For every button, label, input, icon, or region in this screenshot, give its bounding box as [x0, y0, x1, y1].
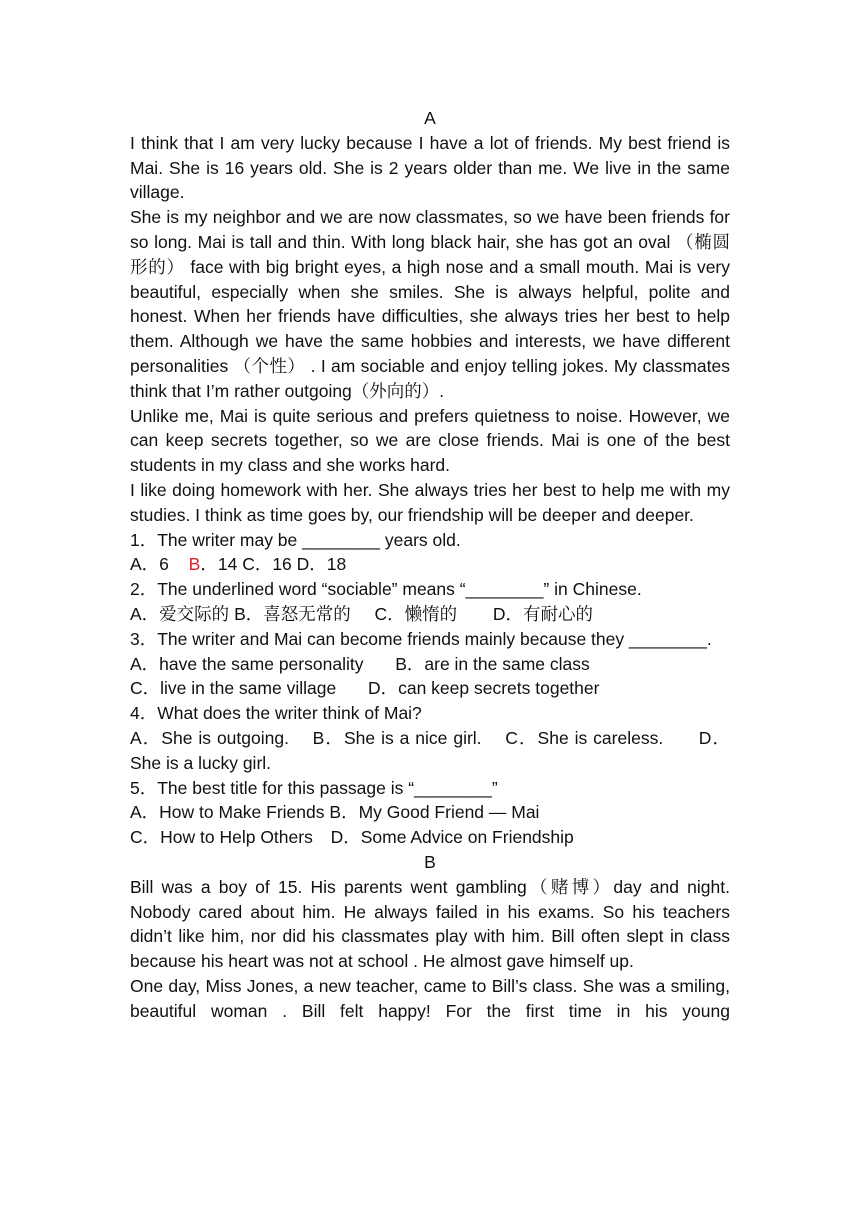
- q3-option-a: A．have the same personality: [130, 653, 364, 674]
- question-3-options-row-2: [130, 676, 730, 701]
- passage-a-paragraph-2: She is my neighbor and we are now classmates, so we have been friends for so long. Mai is tall and thin. With long black hair, she has got an oval （椭圆形的） face with big bright eyes, a high nose and a small mouth. Mai is very beautiful, especially when she smiles. She is always helpful, polite and honest. When her friends have difficulties, she always tries her best to help them. Although we have the same hobbies and interests, we have different personalities （个性） . I am sociable and enjoy telling jokes. My classmates think that I’m rather outgoing（外向的）.: [130, 207, 730, 401]
- q2-option-b: B．喜怒无常的: [234, 603, 351, 624]
- q2-option-a: A．爱交际的: [130, 603, 230, 624]
- question-5-options-row-1: [130, 800, 730, 825]
- q1-option-a: A．6: [130, 554, 169, 575]
- passage-a-paragraph-1: I think that I am very lucky because I have a lot of friends. My best friend is Mai. She is 16 years old. She is 2 years older than me. We live in the same village.: [130, 132, 730, 203]
- passage-a-paragraph-3: Unlike me, Mai is quite serious and prefers quietness to noise. However, we can keep secrets together, so we are close friends. Mai is one of the best students in my class and she works hard.: [130, 405, 730, 476]
- document-page: [130, 106, 730, 1023]
- question-2: 2．The underlined word “sociable” means “________” in Chinese.: [130, 579, 642, 600]
- passage-b-paragraph-1: Bill was a boy of 15. His parents went gambling（赌博）day and night. Nobody cared about him. He always failed in his exams. So his teachers didn’t like him, nor did his classmates play with him. Bill often slept in class because his heart was not at school . He almost gave himself up.: [130, 876, 730, 972]
- question-1-options: [130, 552, 730, 577]
- q1-option-d: D．18: [296, 554, 347, 575]
- q5-option-b: B．My Good Friend — Mai: [329, 802, 540, 823]
- q5-option-c: C．How to Help Others: [130, 827, 313, 848]
- q1-option-b-letter: B: [188, 554, 201, 575]
- q2-option-c: C．懒惰的: [374, 603, 458, 624]
- q5-option-a: A．How to Make Friends: [130, 802, 325, 823]
- q5-option-d: D．Some Advice on Friendship: [330, 827, 574, 848]
- question-3: 3．The writer and Mai can become friends mainly because they ________.: [130, 628, 712, 649]
- question-4-options: A．She is outgoing. B．She is a nice girl. C．She is careless. D．She is a lucky girl.: [130, 727, 730, 773]
- question-5: 5．The best title for this passage is “________”: [130, 777, 498, 798]
- question-1: 1．The writer may be ________ years old.: [130, 529, 461, 550]
- q1-option-c: C．16: [242, 554, 292, 575]
- q1-option-b: ．14: [200, 554, 238, 575]
- question-3-options-row-1: [130, 652, 730, 677]
- question-4: 4．What does the writer think of Mai?: [130, 703, 422, 724]
- passage-b-heading: B: [424, 851, 436, 872]
- passage-b-paragraph-2: One day, Miss Jones, a new teacher, came to Bill’s class. She was a smiling, beautiful woman . Bill felt happy! For the first time in his young: [130, 975, 730, 1021]
- question-5-options-row-2: [130, 825, 730, 850]
- question-2-options: [130, 602, 730, 627]
- q3-option-b: B．are in the same class: [395, 653, 590, 674]
- passage-a-paragraph-4: I like doing homework with her. She always tries her best to help me with my studies. I think as time goes by, our friendship will be deeper and deeper.: [130, 479, 730, 525]
- q2-option-d: D．有耐心的: [492, 603, 594, 624]
- q3-option-c: C．live in the same village: [130, 678, 337, 699]
- passage-a-heading: A: [424, 108, 436, 128]
- q3-option-d: D．can keep secrets together: [367, 678, 600, 699]
